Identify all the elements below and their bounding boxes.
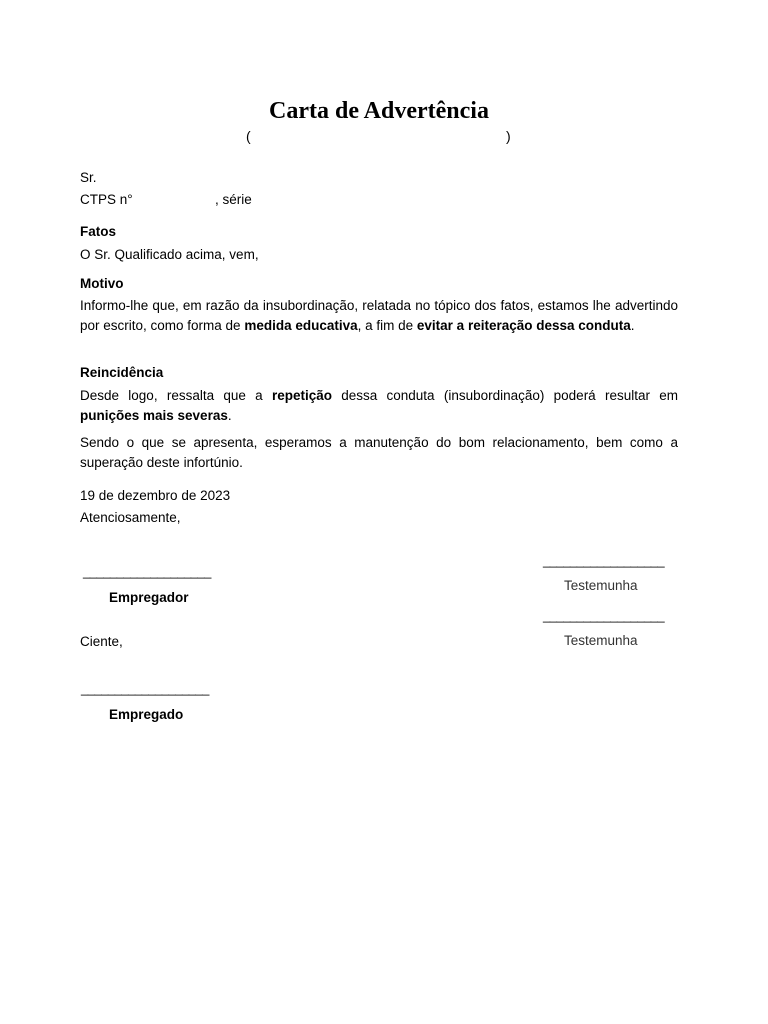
reincidencia-text-1: Desde logo, ressalta que a (80, 388, 272, 403)
letter-date: 19 de dezembro de 2023 (80, 488, 231, 503)
subtitle-close-paren: ) (506, 128, 511, 144)
motivo-bold-1: medida educativa (244, 317, 358, 333)
employer-label: Empregador (109, 590, 189, 605)
fatos-heading: Fatos (80, 224, 117, 239)
witness-2-signature-line: __________________ (543, 608, 665, 623)
ciente-label: Ciente, (80, 634, 123, 649)
motivo-text-2: , a fim de (357, 317, 417, 333)
witness-1-label: Testemunha (564, 578, 638, 593)
motivo-heading: Motivo (80, 276, 124, 291)
fatos-text: O Sr. Qualificado acima, vem, (80, 247, 259, 262)
employee-label: Empregado (109, 707, 184, 722)
ctps-label: CTPS n° (80, 192, 133, 207)
reincidencia-heading: Reincidência (80, 365, 164, 380)
reincidencia-bold-2: punições mais severas (80, 407, 228, 423)
closing-paragraph: Sendo o que se apresenta, esperamos a manutenção do bom relacionamento, bem como a superação deste infortúnio. (80, 435, 678, 470)
serie-label: , série (215, 192, 252, 207)
employee-signature-line: ___________________ (81, 681, 209, 696)
recipient-line: Sr. (80, 170, 97, 185)
employer-signature-line: ___________________ (83, 564, 211, 579)
reincidencia-bold-1: repetição (271, 388, 332, 403)
witness-1-signature-line: __________________ (543, 553, 665, 568)
subtitle-open-paren: ( (246, 128, 251, 144)
reincidencia-text-3: . (227, 407, 232, 423)
sign-off: Atenciosamente, (80, 510, 181, 525)
motivo-paragraph (80, 296, 678, 335)
reincidencia-text-2: dessa conduta (insubordinação) poderá resultar em (331, 388, 678, 403)
motivo-text-1: Informo-lhe que, em razão da insubordinação, relatada no tópico dos fatos, estamos lhe advertindo por escrito, como forma de (80, 298, 678, 333)
witness-2-label: Testemunha (564, 633, 638, 648)
reincidencia-paragraph (80, 386, 678, 425)
motivo-bold-2: evitar a reiteração dessa conduta (416, 317, 631, 333)
document-title: Carta de Advertência (269, 98, 489, 124)
motivo-text-3: . (630, 317, 635, 333)
